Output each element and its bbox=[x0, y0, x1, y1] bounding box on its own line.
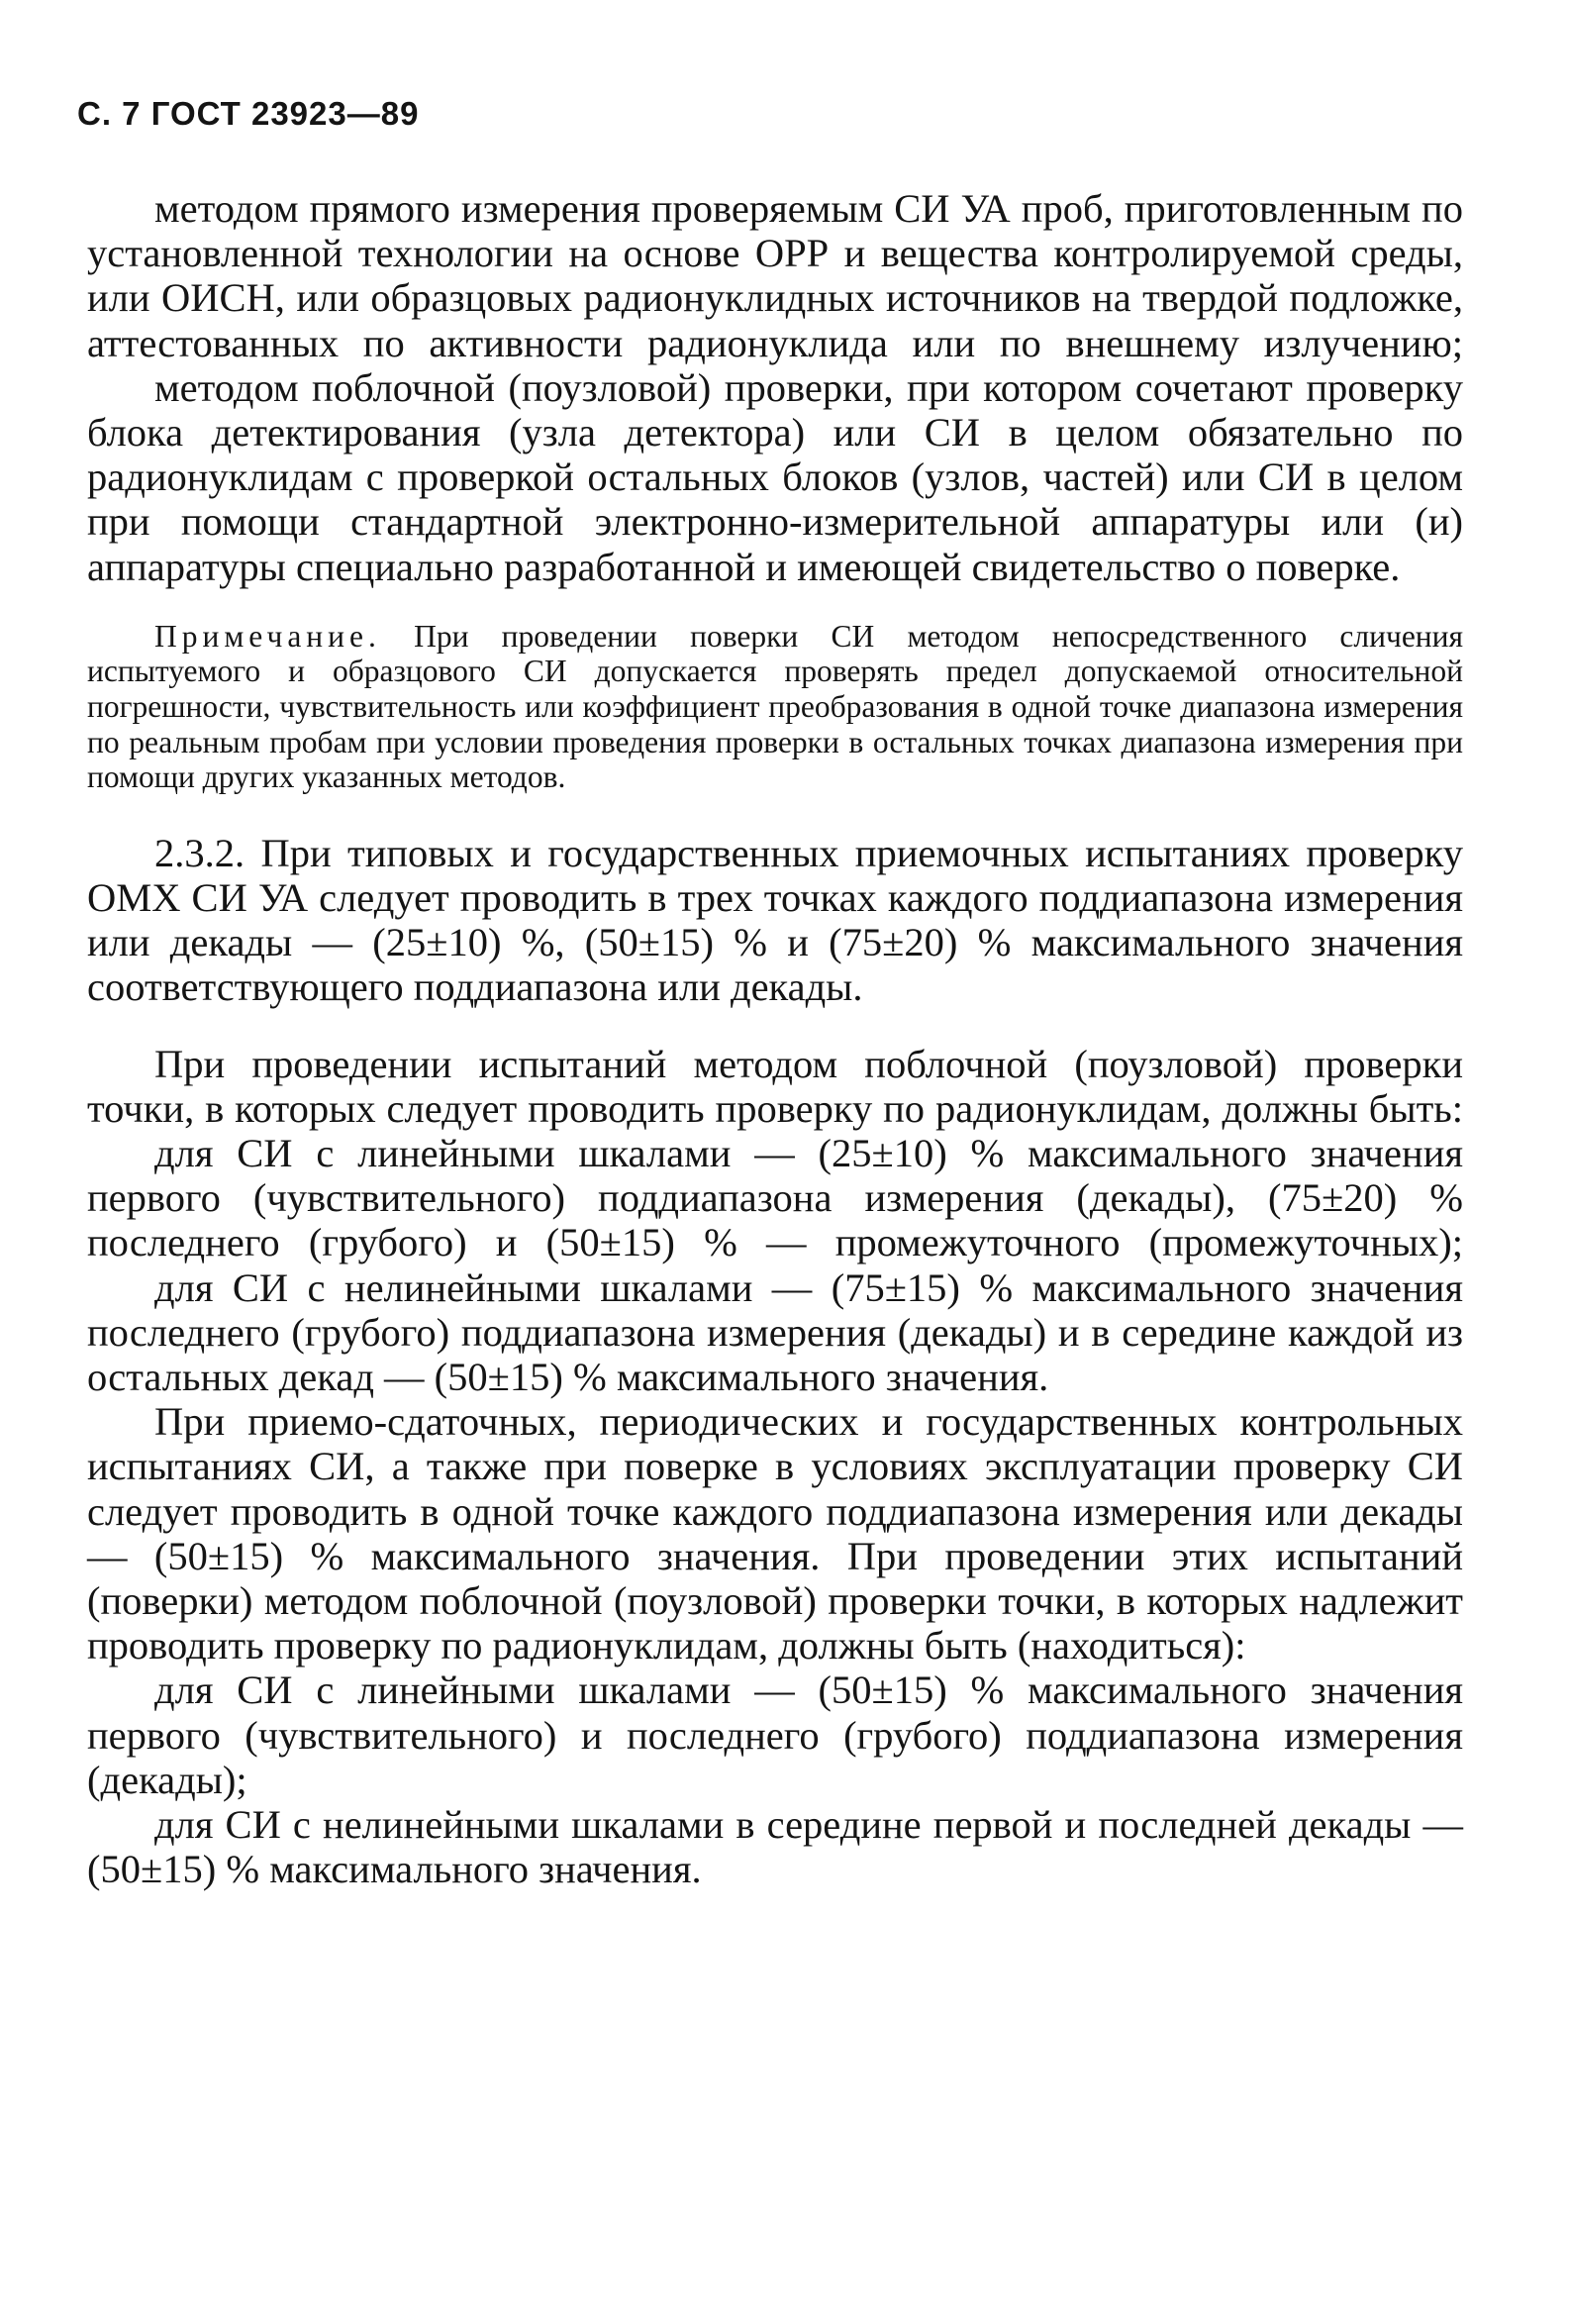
paragraph: для СИ с нелинейными шкалами в середине первой и последней декады — (50±15) % максимального значения. bbox=[87, 1802, 1463, 1892]
paragraph: методом поблочной (поузловой) проверки, при котором сочетают проверку блока детектирования (узла детектора) или СИ в целом обязательно по радионуклидам с проверкой остальных блоков (узлов, частей) или СИ в целом при помощи стандартной электронно-измерительной аппаратуры или (и) аппаратуры специально разработанной и имеющей свидетельство о поверке. bbox=[87, 364, 1463, 589]
note-label: Примечание. bbox=[154, 618, 381, 654]
paragraph: При проведении испытаний методом поблочной (поузловой) проверки точки, в которых следует проводить проверку по радионуклидам, должны быть: bbox=[87, 1041, 1463, 1131]
paragraph: для СИ с линейными шкалами — (25±10) % максимального значения первого (чувствительного) поддиапазона измерения (декады), (75±20) % последнего (грубого) и (50±15) % — промежуточного (промежуточных); bbox=[87, 1131, 1463, 1265]
page-header: С. 7 ГОСТ 23923—89 bbox=[77, 95, 420, 132]
body-text bbox=[87, 186, 1463, 1891]
paragraph: для СИ с нелинейными шкалами — (75±15) % максимального значения последнего (грубого) поддиапазона измерения (декады) и в середине каждой из остальных декад — (50±15) % максимального значения. bbox=[87, 1264, 1463, 1400]
note bbox=[87, 619, 1463, 795]
paragraph: методом прямого измерения проверяемым СИ УА проб, приготовленным по установленной технологии на основе ОРР и вещества контролируемой среды, или ОИСН, или образцовых радионуклидных источников на твердой подложке, аттестованных по активности радионуклида или по внешнему излучению; bbox=[87, 186, 1463, 365]
paragraph: 2.3.2. При типовых и государственных приемочных испытаниях проверку ОМХ СИ УА следует проводить в трех точках каждого поддиапазона измерения или декады — (25±10) %, (50±15) % и (75±20) % максимального значения соответствующего поддиапазона или декады. bbox=[87, 830, 1463, 1010]
paragraph: для СИ с линейными шкалами — (50±15) % максимального значения первого (чувствительного) и последнего (грубого) поддиапазона измерения (декады); bbox=[87, 1667, 1463, 1802]
paragraph: При приемо-сдаточных, периодических и государственных контрольных испытаниях СИ, а также при поверке в условиях эксплуатации проверку СИ следует проводить в одной точке каждого поддиапазона измерения или декады — (50±15) % максимального значения. При проведении этих испытаний (поверки) методом поблочной (поузловой) проверки точки, в которых надлежит проводить проверку по радионуклидам, должны быть (находиться): bbox=[87, 1399, 1463, 1668]
note-text: При проведении поверки СИ методом непосредственного сличения испытуемого и образцового СИ допускается проверять предел допускаемой относительной погрешности, чувствительность или коэффициент преобразования в одной точке диапазона измерения по реальным пробам при условии проведения проверки в остальных точках диапазона измерения при помощи других указанных методов. bbox=[87, 618, 1464, 795]
